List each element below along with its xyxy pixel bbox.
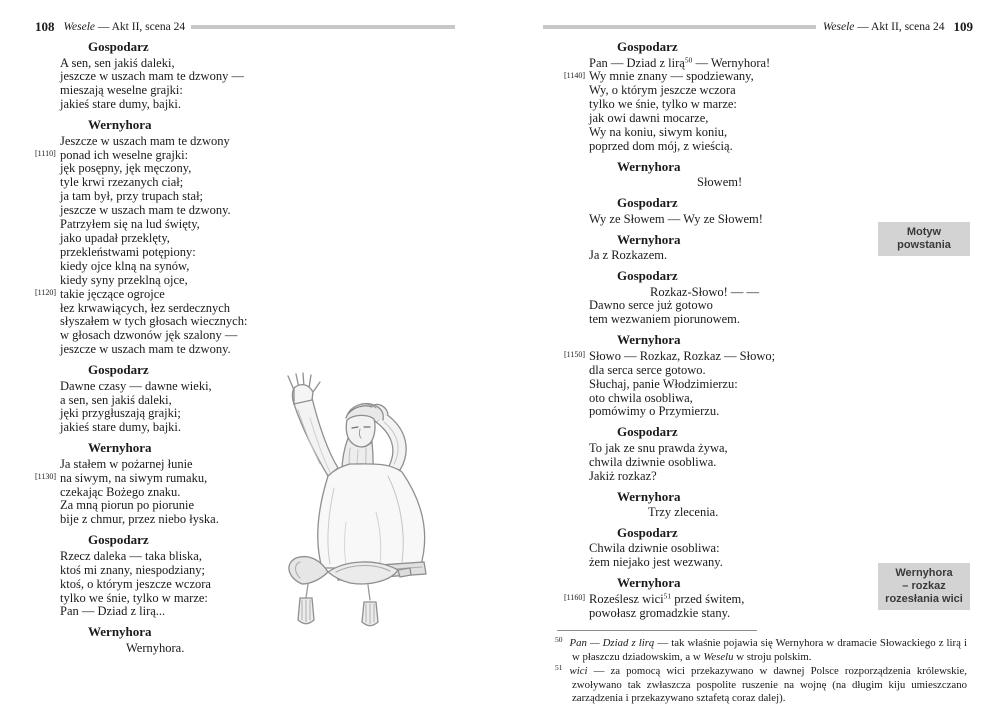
verse-line: [35, 218, 455, 232]
margin-note: [878, 563, 970, 610]
speaker-name: Wernyhora: [88, 624, 152, 640]
header-rule: [191, 25, 455, 29]
line-number: [1160]: [564, 593, 586, 603]
verse-line: [35, 162, 455, 176]
footnote-text: Weselu: [703, 650, 734, 663]
speaker-name: Wernyhora: [617, 575, 681, 591]
verse-text: Roześlesz wici: [589, 591, 664, 606]
running-title-work: Wesele: [63, 21, 96, 33]
verse-line: [543, 378, 973, 392]
speaker-name: Gospodarz: [88, 532, 149, 548]
verse-line: [543, 364, 973, 378]
verse-text: czekając Bożego znaku.: [60, 484, 181, 499]
verse-text: Słowo — Rozkaz, Rozkaz — Słowo;: [589, 348, 776, 363]
verse-text: — Wernyhora!: [692, 55, 771, 70]
page-header: [35, 20, 455, 34]
verse-text: tylko we śnie, tylko w marze:: [60, 590, 208, 605]
verse-text: Pan — Dziad z lirą...: [60, 604, 166, 619]
speech-block: [543, 484, 973, 520]
verse-text: ktoś, o którym jeszcze wczora: [60, 576, 211, 591]
verse-text: Dawno serce już gotowo: [589, 298, 713, 313]
verse-line: [35, 260, 455, 274]
running-title-work: Wesele: [822, 21, 855, 33]
verse-text: ktoś mi znany, niespodziany;: [60, 562, 205, 577]
line-number: [1140]: [564, 70, 586, 80]
verse-line: [543, 98, 973, 112]
verse-text: jęki przygłuszają grajki;: [60, 406, 181, 421]
verse-line: [543, 112, 973, 126]
verse-line: [543, 70, 973, 84]
margin-note: [878, 222, 970, 256]
verse-text: tem wezwaniem piorunowem.: [589, 312, 740, 327]
footnote: [555, 665, 967, 706]
verse-line: [35, 57, 455, 71]
verse-text: Rzecz daleka — taka bliska,: [60, 548, 202, 563]
verse-text: Pan — Dziad z lirą: [589, 55, 685, 70]
verse-text: jeszcze w uszach mam te dzwony.: [60, 342, 231, 357]
verse-text: a sen, sen jakiś daleki,: [60, 392, 172, 407]
verse-text: tyle krwi rzezanych ciał;: [60, 175, 184, 190]
footnote-number: 51: [555, 663, 563, 673]
verse-line: [35, 232, 455, 246]
verse-text: chwila dziwnie osobliwa.: [589, 454, 717, 469]
verse-line: [543, 126, 973, 140]
verse-line: [543, 176, 973, 190]
verse-text: dla serca serce gotowo.: [589, 362, 706, 377]
verse-line: [543, 542, 973, 556]
verse-line: [35, 204, 455, 218]
speech-area: [543, 34, 973, 621]
speech-block: [543, 154, 973, 190]
footnote-text: Pan — Dziad z lirą: [569, 637, 655, 649]
footnote: [555, 637, 967, 664]
verse-line: [543, 140, 973, 154]
speech-block: [35, 112, 455, 357]
verse-text: Trzy zlecenia.: [648, 505, 719, 520]
running-title: [823, 20, 945, 34]
wernyhora-illustration: [250, 372, 462, 628]
verse-text: takie jęczące ogrojce: [60, 286, 165, 301]
footnote-ref: 51: [663, 591, 672, 601]
verse-line: [35, 149, 455, 163]
verse-text: Ja stałem w pożarnej łunie: [60, 456, 193, 471]
page-number: 108: [35, 19, 55, 34]
verse-line: [35, 288, 455, 302]
speaker-name: Wernyhora: [617, 488, 681, 504]
verse-text: jak owi dawni mocarze,: [589, 111, 709, 126]
speaker-name: Wernyhora: [617, 158, 681, 174]
verse-text: Wernyhora.: [126, 640, 185, 655]
verse-text: Wy mnie znany — spodziewany,: [589, 69, 754, 84]
verse-text: tylko we śnie, tylko w marze:: [589, 97, 737, 112]
verse-text: pomówimy o Przymierzu.: [589, 404, 720, 419]
verse-text: przed świtem,: [671, 591, 745, 606]
verse-line: [543, 286, 973, 300]
verse-text: Chwila dziwnie osobliwa:: [589, 541, 720, 556]
speaker-name: Gospodarz: [88, 362, 149, 378]
footnotes-area: [555, 630, 967, 707]
speech-block: [35, 34, 455, 112]
footnote-number: 50: [555, 635, 563, 644]
verse-line: [543, 405, 973, 419]
verse-text: Słowem!: [697, 175, 743, 190]
verse-line: [35, 302, 455, 316]
speaker-name: Wernyhora: [617, 231, 681, 247]
verse-text: jako upadał przeklęty,: [60, 230, 170, 245]
speaker-name: Gospodarz: [617, 524, 678, 540]
verse-text: kiedy ojce klną na synów,: [60, 258, 190, 273]
verse-line: [35, 329, 455, 343]
speaker-name: Gospodarz: [617, 39, 678, 54]
verse-text: słyszałem w tych głosach wiecznych:: [60, 314, 248, 329]
line-number: [1130]: [35, 472, 57, 482]
verse-line: [35, 274, 455, 288]
speaker-name: Wernyhora: [88, 440, 152, 456]
verse-text: powołasz gromadzkie stany.: [589, 605, 731, 620]
verse-text: Ja z Rozkazem.: [589, 248, 668, 263]
verse-text: jeszcze w uszach mam te dzwony.: [60, 203, 231, 218]
speaker-name: Gospodarz: [617, 424, 678, 440]
verse-line: [543, 84, 973, 98]
speaker-name: Wernyhora: [88, 117, 152, 133]
verse-text: w głosach dzwonów jęk szalony —: [60, 328, 238, 343]
verse-text: oto chwila osobliwa,: [589, 390, 693, 405]
verse-text: Dawne czasy — dawne wieki,: [60, 378, 212, 393]
footnote-text: wici: [569, 665, 588, 678]
verse-line: [35, 98, 455, 112]
speaker-name: Gospodarz: [617, 195, 678, 211]
footnote-ref: 50: [684, 55, 693, 64]
verse-text: Rozkaz-Słowo! — —: [650, 284, 760, 299]
speaker-name: Gospodarz: [88, 39, 149, 54]
footnote-text: — tak właśnie pojawia się Wernyhora w dramacie Słowackiego z lirą i w płaszczu dziadowskim, a w: [572, 637, 967, 663]
verse-line: [35, 642, 455, 656]
verse-line: [543, 470, 973, 484]
verse-text: Jeszcze w uszach mam te dzwony: [60, 133, 230, 148]
verse-text: łez krwawiących, łez serdecznych: [60, 300, 231, 315]
verse-text: Wy ze Słowem — Wy ze Słowem!: [589, 211, 763, 226]
verse-text: przekleństwami potępiony:: [60, 244, 196, 259]
verse-line: [35, 176, 455, 190]
footnote-text: — za pomocą wici przekazywano w dawnej Polsce rozporządzenia królewskie, zwoływano tak zwłaszcza pospolite ruszenie na wojnę (na długim kiju umieszczano zarządzenia i przekazywano sztafetą coraz dalej).: [572, 665, 967, 705]
verse-line: [35, 246, 455, 260]
verse-line: [35, 190, 455, 204]
speaker-name: Gospodarz: [617, 268, 678, 284]
verse-text: Słuchaj, panie Włodzimierzu:: [589, 376, 738, 391]
verse-text: jeszcze w uszach mam te dzwony —: [60, 69, 244, 84]
running-title: [64, 20, 186, 34]
verse-text: ja tam był, przy trupach stał;: [60, 189, 204, 204]
verse-text: na siwym, na siwym rumaku,: [60, 470, 208, 485]
verse-text: jakieś stare dumy, bajki.: [60, 97, 182, 112]
verse-text: kiedy syny przeklną ojce,: [60, 272, 188, 287]
speech-block: [543, 263, 973, 327]
running-title-rest: — Akt II, scena 24: [95, 21, 186, 33]
verse-text: Za mną piorun po piorunie: [60, 498, 194, 513]
margin-note-line: Wernyhora: [895, 567, 953, 579]
speech-block: [543, 419, 973, 483]
verse-text: poprzed dom mój, z wieścią.: [589, 138, 733, 153]
running-title-rest: — Akt II, scena 24: [854, 21, 945, 33]
verse-text: Jakiż rozkaz?: [589, 468, 657, 483]
verse-text: Patrzyłem się na lud święty,: [60, 217, 200, 232]
verse-line: [543, 299, 973, 313]
line-number: [1120]: [35, 288, 57, 298]
line-number: [1150]: [564, 350, 586, 360]
verse-text: Wy, o którym jeszcze wczora: [589, 83, 736, 98]
margin-note-line: – rozkaz: [902, 580, 946, 592]
verse-line: [543, 506, 973, 520]
header-rule: [543, 25, 816, 29]
footnote-rule: [557, 630, 757, 631]
page-number: 109: [953, 19, 973, 34]
verse-line: [543, 313, 973, 327]
margin-note-line: rozesłania wici: [885, 593, 963, 605]
verse-text: jęk posępny, jęk męczony,: [60, 161, 192, 176]
margin-note-line: powstania: [897, 239, 951, 251]
verse-line: [35, 315, 455, 329]
page-header: [543, 20, 973, 34]
margin-note-line: Motyw: [906, 226, 942, 238]
speech-block: [543, 34, 973, 154]
verse-line: [543, 456, 973, 470]
verse-line: [35, 70, 455, 84]
footnote-list: [555, 637, 967, 706]
verse-line: [543, 392, 973, 406]
verse-text: ponad ich weselne grajki:: [60, 147, 189, 162]
verse-text: jakieś stare dumy, bajki.: [60, 420, 182, 435]
verse-line: [35, 84, 455, 98]
verse-line: [543, 350, 973, 364]
verse-text: Wy na koniu, siwym koniu,: [589, 125, 728, 140]
verse-line: [543, 57, 973, 71]
verse-line: [543, 442, 973, 456]
verse-line: [35, 135, 455, 149]
line-number: [1110]: [35, 149, 56, 159]
verse-text: żem niejako jest wezwany.: [589, 555, 723, 570]
verse-line: [35, 343, 455, 357]
verse-text: A sen, sen jakiś daleki,: [60, 55, 175, 70]
page-right: [543, 0, 973, 705]
verse-text: To jak ze snu prawda żywa,: [589, 440, 728, 455]
speaker-name: Wernyhora: [617, 332, 681, 348]
speech-block: [543, 327, 973, 419]
footnote-text: w stroju polskim.: [733, 650, 812, 663]
verse-text: bije z chmur, przez niebo łyska.: [60, 512, 219, 527]
verse-text: mieszają weselne grajki:: [60, 83, 183, 98]
